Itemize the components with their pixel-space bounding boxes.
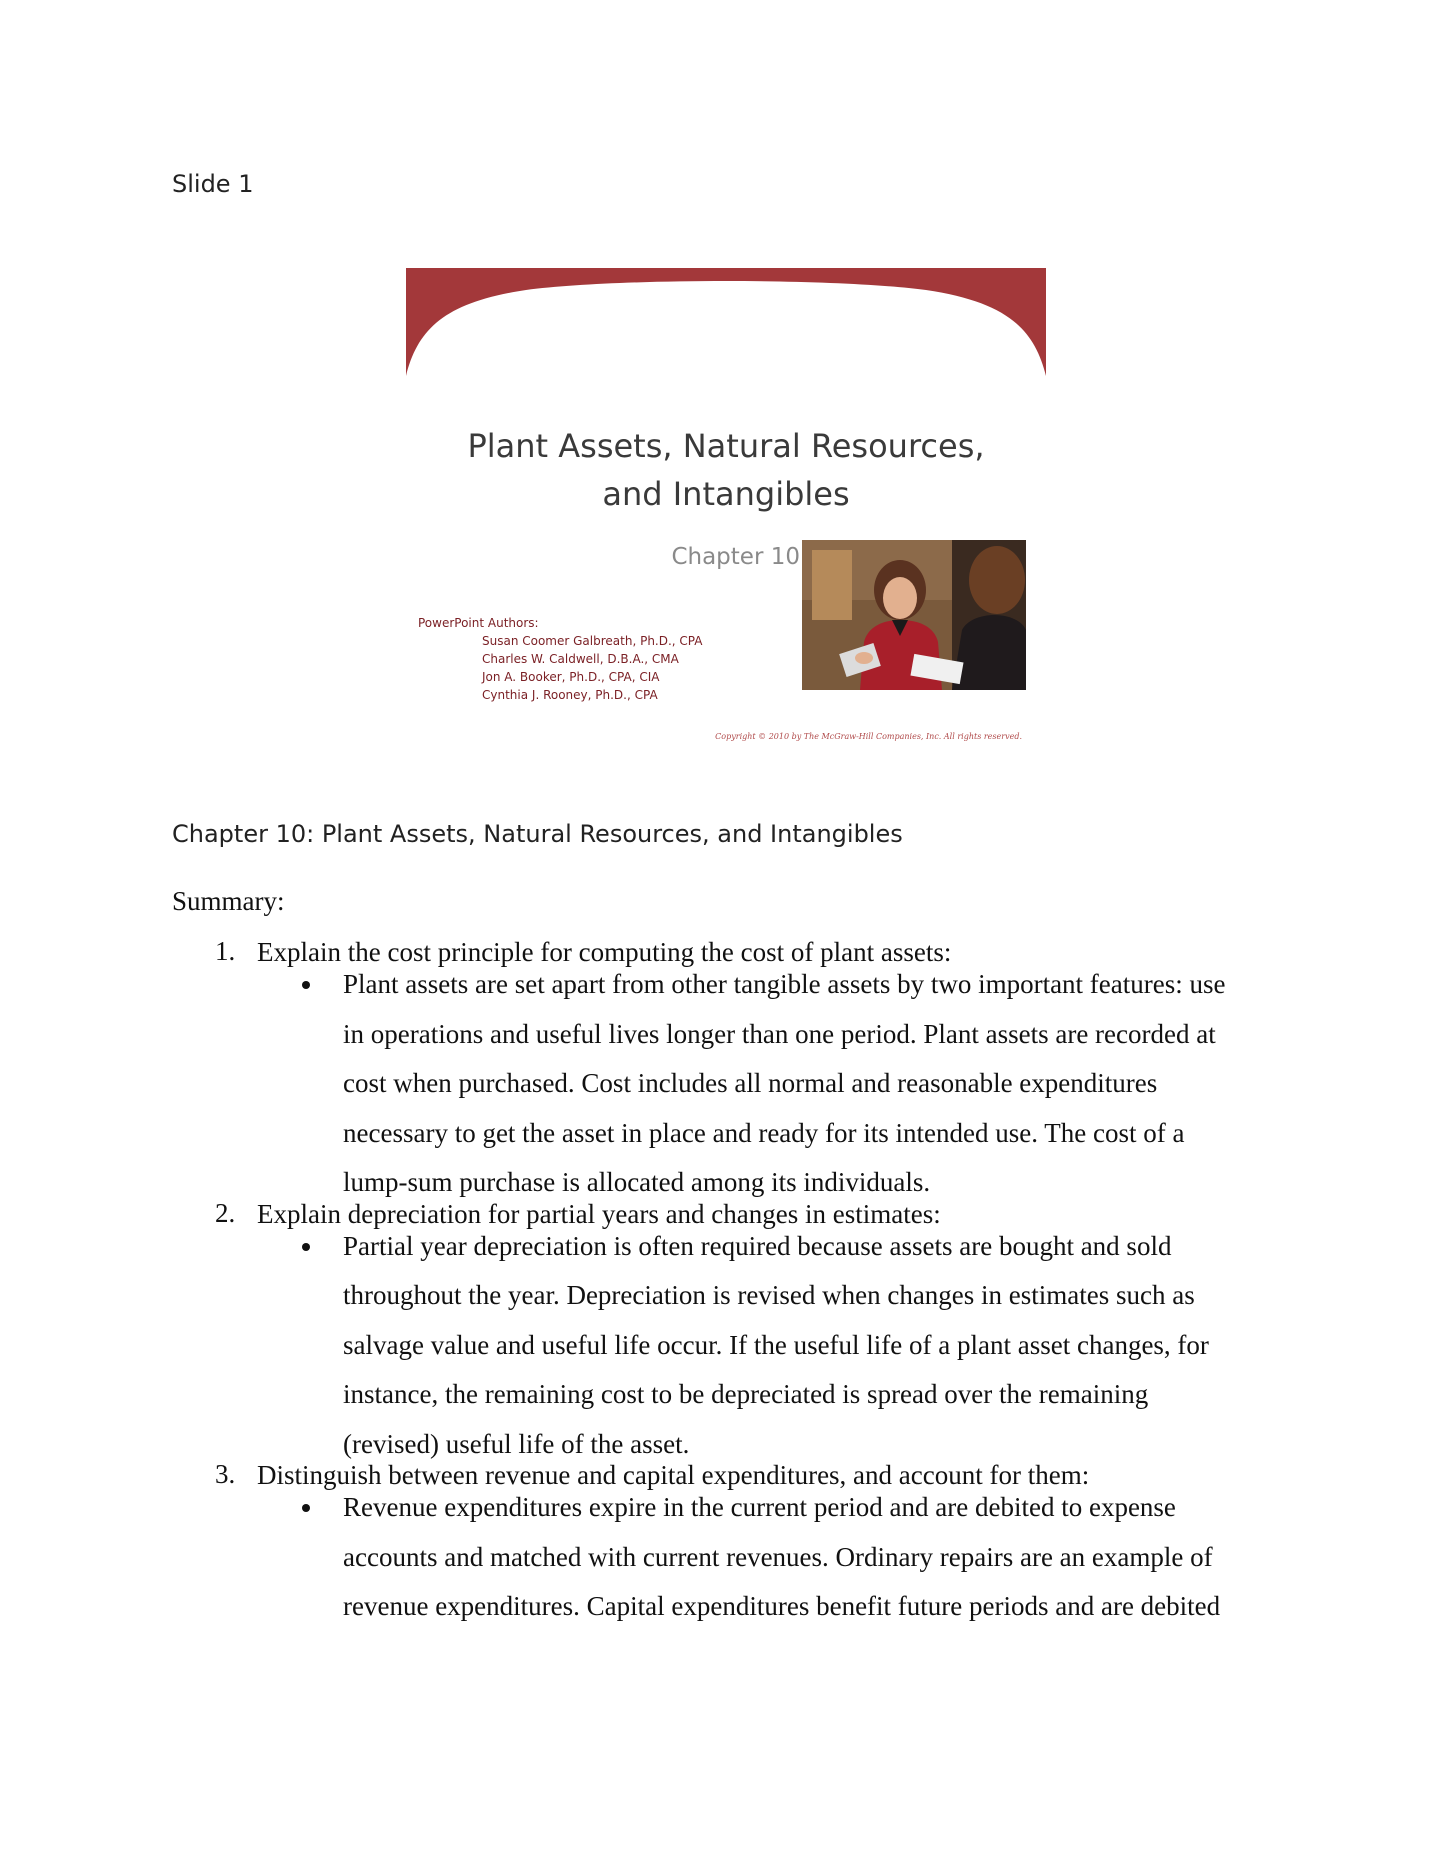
bullet-line: necessary to get the asset in place and ready for its intended use. The cost of a — [343, 1117, 1185, 1148]
bullet-icon — [302, 1243, 310, 1251]
slide-copyright: Copyright © 2010 by The McGraw-Hill Companies, Inc. All rights reserved. — [715, 732, 1022, 741]
bullet-icon — [302, 1504, 310, 1512]
bullet-line: in operations and useful lives longer than one period. Plant assets are recorded at — [343, 1018, 1216, 1049]
item-title: Distinguish between revenue and capital expenditures, and account for them: — [257, 1460, 1090, 1490]
slide-thumbnail — [406, 268, 1046, 758]
summary-label: Summary: — [172, 886, 285, 916]
author-name: Charles W. Caldwell, D.B.A., CMA — [482, 652, 679, 666]
bullet-line: throughout the year. Depreciation is revised when changes in estimates such as — [343, 1280, 1195, 1310]
bullet-line: lump-sum purchase is allocated among its individuals. — [343, 1167, 931, 1197]
item-number: 3. — [215, 1459, 236, 1489]
bullet-paragraph — [172, 1222, 1292, 1470]
bullet-icon — [302, 981, 310, 989]
bullet-line: revenue expenditures. Capital expenditures benefit future periods and are debited — [343, 1591, 1221, 1621]
slide-photo — [802, 540, 1026, 690]
item-number: 2. — [215, 1197, 236, 1228]
item-title: Explain the cost principle for computing the cost of plant assets: — [257, 937, 952, 967]
bullet-line: (revised) useful life of the asset. — [343, 1428, 690, 1459]
bullet-line: cost when purchased. Cost includes all normal and reasonable expenditures — [343, 1068, 1158, 1098]
notes-heading: Chapter 10: Plant Assets, Natural Resources, and Intangibles — [172, 820, 903, 848]
author-name: Jon A. Booker, Ph.D., CPA, CIA — [482, 670, 660, 684]
bullet-line: accounts and matched with current revenues. Ordinary repairs are an example of — [343, 1541, 1213, 1572]
list-item — [172, 936, 1292, 1208]
slide-authors — [418, 614, 702, 704]
slide-chapter: Chapter 10 — [671, 544, 800, 570]
list-item — [172, 1198, 1292, 1470]
item-title: Explain depreciation for partial years and changes in estimates: — [257, 1198, 941, 1229]
author-name: Cynthia J. Rooney, Ph.D., CPA — [482, 688, 658, 702]
bullet-paragraph — [172, 960, 1292, 1208]
bullet-line: salvage value and useful life occur. If the useful life of a plant asset changes, for — [343, 1329, 1209, 1360]
bullet-line: Plant assets are set apart from other tangible assets by two important features: use — [343, 969, 1226, 999]
slide-title — [406, 422, 1046, 518]
author-name: Susan Coomer Galbreath, Ph.D., CPA — [482, 634, 703, 648]
slide-title-line-1: Plant Assets, Natural Resources, — [467, 427, 985, 465]
summary-list — [172, 936, 1292, 1622]
bullet-paragraph — [172, 1483, 1292, 1632]
slide-label: Slide 1 — [172, 170, 254, 198]
item-number: 1. — [215, 936, 236, 966]
bullet-line: Revenue expenditures expire in the current period and are debited to expense — [343, 1492, 1176, 1522]
authors-heading: PowerPoint Authors: — [418, 616, 539, 630]
bullet-line: Partial year depreciation is often required because assets are bought and sold — [343, 1230, 1172, 1261]
slide-title-line-2: and Intangibles — [602, 475, 850, 513]
list-item — [172, 1459, 1292, 1632]
bullet-line: instance, the remaining cost to be depreciated is spread over the remaining — [343, 1379, 1149, 1409]
slide-banner — [406, 268, 1046, 376]
